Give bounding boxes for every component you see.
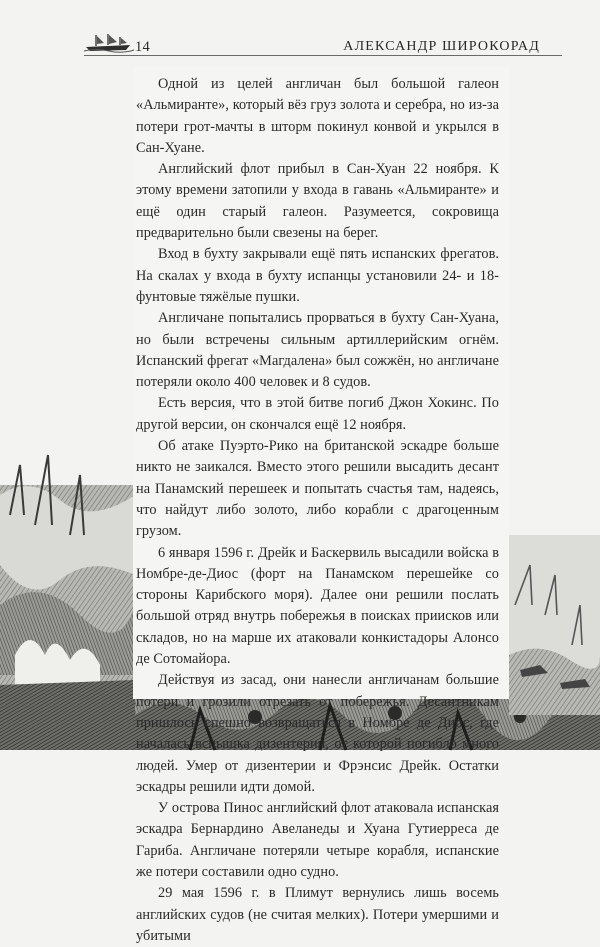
paragraph: Действуя из засад, они нанесли англичанам большие потери и грозили отрезать от побережья. Десантникам пришлось спешно возвращаться в Номбре де Диос, где началась вспышка дизентерии, от которой погибло много людей. Умер от дизентерии и Фрэнсис Дрейк. Остатки эскадры решили идти домой.	[136, 672, 499, 795]
page-number: 14	[135, 39, 151, 55]
paragraph: Вход в бухту закрывали ещё пять испанских фрегатов. На скалах у входа в бухту испанцы установили 24- и 18-фунтовые тяжёлые пушки.	[136, 246, 499, 305]
paragraph: Есть версия, что в этой битве погиб Джон Хокинс. По другой версии, он скончался ещё 12 ноября.	[136, 395, 499, 433]
paragraph: У острова Пинос английский флот атаковала испанская эскадра Бернардино Авеланеды и Хуана Гутиерреса де Гариба. Англичане потеряли четыре корабля, испанские же потери составили одно судно.	[136, 800, 499, 880]
paragraph: 29 мая 1596 г. в Плимут вернулись лишь восемь английских судов (не считая мелких). Потери умершими и убитыми	[136, 885, 499, 944]
paragraph: 6 января 1596 г. Дрейк и Баскервиль высадили войска в Номбре-де-Диос (форт на Панамском перешейке со стороны Карибского моря). Далее они решили послать большой отряд внутрь побережья в поисках приисков или складов, но на марше их атаковали конкистадоры Алонсо де Сотомайора.	[136, 544, 499, 668]
paragraph: Англичане попытались прорваться в бухту Сан-Хуана, но были встречены сильным артиллерийским огнём. Испанский фрегат «Магдалена» был сожжён, но англичане потеряли около 400 человек и 8 судов.	[136, 310, 499, 391]
running-title: АЛЕКСАНДР ШИРОКОРАД	[343, 39, 540, 54]
paragraph: Английский флот прибыл в Сан-Хуан 22 ноября. К этому времени затопили у входа в гавань «Альмиранте» и ещё один старый галеон. Разумеется, сокровища предварительно были свезены на берег.	[136, 161, 499, 242]
paragraph: Одной из целей англичан был большой галеон «Альмиранте», который вёз груз золота и серебра, но из-за потери грот-мачты в шторм покинул конвой и укрылся в Сан-Хуане.	[136, 76, 499, 156]
body-text	[136, 74, 499, 947]
header-rule	[84, 55, 562, 56]
sailing-ship-icon	[84, 34, 134, 52]
paragraph: Об атаке Пуэрто-Рико на британской эскадре больше никто не заикался. Вместо этого решили высадить десант на Панамский перешеек и попытать счастья там, надеясь, что найдут либо золото, либо корабли с драгоценным грузом.	[136, 438, 499, 540]
